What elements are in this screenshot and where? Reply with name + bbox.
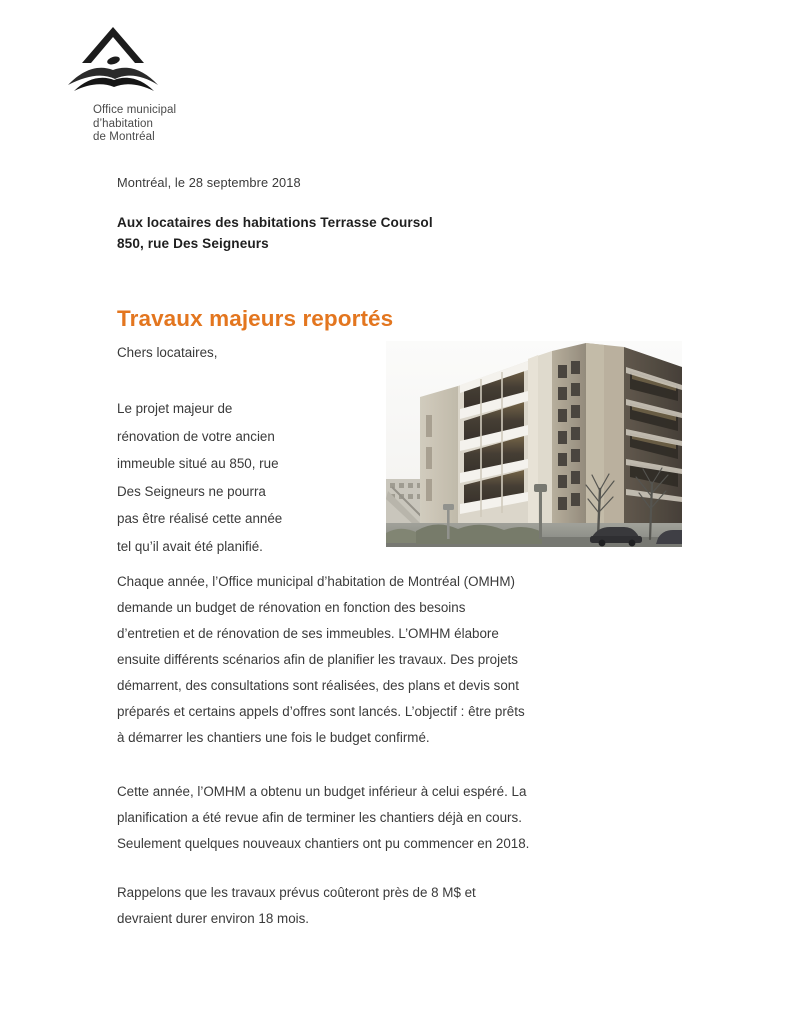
apartment-building-photo (386, 341, 682, 547)
paragraph-line: Cette année, l’OMHM a obtenu un budget inférieur à celui espéré. La (117, 784, 527, 799)
intro-line: pas être réalisé cette année (117, 511, 283, 526)
paragraph-line: Rappelons que les travaux prévus coûteront près de 8 M$ et (117, 885, 476, 900)
intro-line: tel qu’il avait été planifié. (117, 538, 263, 554)
intro-line: immeuble situé au 850, rue (117, 456, 279, 471)
intro-line: Des Seigneurs ne pourra (117, 483, 266, 499)
omhm-logo-text (93, 104, 262, 145)
omhm-logo-line-3: de Montréal (93, 131, 155, 143)
paragraph-line: préparés et certains appels d’offres sont lancés. L’objectif : être prêts (117, 704, 525, 719)
intro-paragraph (117, 395, 373, 560)
paragraph-line: planification a été revue afin de terminer les chantiers déjà en cours. (117, 810, 522, 825)
apartment-building-illustration (386, 341, 682, 547)
omhm-logo-line-2: d’habitation (93, 117, 154, 130)
intro-line: rénovation de votre ancien (117, 428, 275, 444)
page-title: Travaux majeurs reportés (117, 306, 394, 332)
addressee-line-2: 850, rue Des Seigneurs (117, 236, 269, 251)
addressee-line-1: Aux locataires des habitations Terrasse Coursol (117, 215, 433, 230)
intro-line: Le projet majeur de (117, 401, 233, 416)
paragraph-line: demande un budget de rénovation en fonction des besoins (117, 600, 466, 615)
addressee-block (117, 212, 433, 254)
paragraph-line: ensuite différents scénarios afin de planifier les travaux. Des projets (117, 652, 518, 667)
paragraph-line: devraient durer environ 18 mois. (117, 911, 310, 926)
paragraph-line: à démarrer les chantiers une fois le budget confirmé. (117, 730, 430, 745)
paragraph-line: Chaque année, l’Office municipal d’habitation de Montréal (OMHM) (117, 574, 515, 589)
omhm-logo-line-1: Office municipal (93, 104, 177, 116)
salutation: Chers locataires, (117, 345, 218, 360)
paragraph-line: Seulement quelques nouveaux chantiers ont pu commencer en 2018. (117, 836, 530, 851)
dateline: Montréal, le 28 septembre 2018 (117, 175, 301, 190)
paragraph-line: d’entretien et de rénovation de ses immeubles. L’OMHM élabore (117, 626, 499, 641)
paragraph-budget-shortfall (117, 779, 677, 857)
omhm-house-swoosh-logo-icon (62, 18, 166, 100)
paragraph-line: démarrent, des consultations sont réalisées, des plans et devis sont (117, 678, 519, 693)
omhm-logo (62, 18, 262, 145)
paragraph-annual-budget (117, 569, 677, 751)
paragraph-cost-duration (117, 880, 677, 932)
